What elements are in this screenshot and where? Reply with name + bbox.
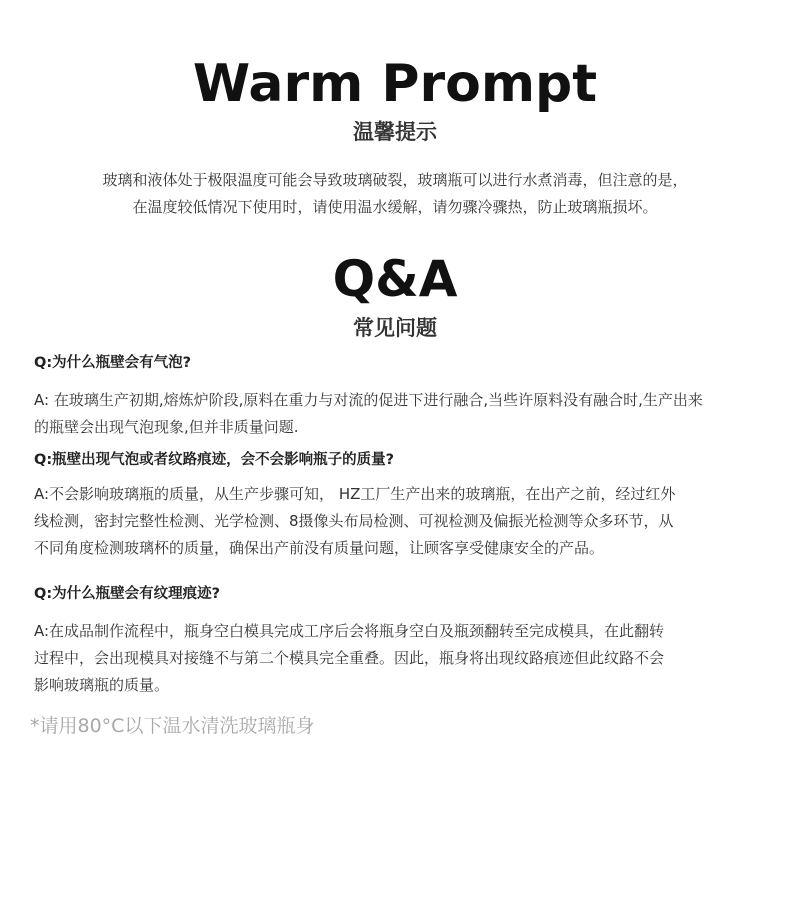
answer-line: A:不会影响玻璃瓶的质量，从生产步骤可知， HZ工厂生产出来的玻璃瓶，在出产之前，经过红外 [34,485,676,503]
answer-line: A: 在玻璃生产初期,熔炼炉阶段,原料在重力与对流的促进下进行融合,当些许原料没有融合时,生产出来 [34,391,703,409]
answer-line: 影响玻璃瓶的质量。 [34,676,170,694]
answer-line: A:在成品制作流程中，瓶身空白模具完成工序后会将瓶身空白及瓶颈翻转至完成模具，在此翻转 [34,622,665,640]
answer-line: 的瓶壁会出现气泡现象,但并非质量问题. [34,418,299,436]
faq-question-quality: Q:瓶壁出现气泡或者纹路痕迹，会不会影响瓶子的质量? [34,452,395,468]
washing-temperature-note: *请用80°C以下温水清洗玻璃瓶身 [30,715,315,737]
warm-prompt-title: Warm Prompt [192,54,598,114]
faq-question-texture: Q:为什么瓶壁会有纹理痕迹? [34,586,221,602]
faq-answer-bubbles [34,387,774,441]
warm-prompt-text-line: 在温度较低情况下使用时，请使用温水缓解，请勿骤冷骤热，防止玻璃瓶损坏。 [132,198,658,216]
faq-answer-quality [34,481,774,562]
answer-line: 过程中，会出现模具对接缝不与第二个模具完全重叠。因此，瓶身将出现纹路痕迹但此纹路不会 [34,649,665,667]
faq-answer-texture [34,618,774,699]
qa-subtitle: 常见问题 [353,316,437,340]
answer-line: 不同角度检测玻璃杯的质量，确保出产前没有质量问题，让顾客享受健康安全的产品。 [34,539,605,557]
warm-prompt-subtitle: 温馨提示 [353,120,437,144]
answer-line: 线检测，密封完整性检测、光学检测、8摄像头布局检测、可视检测及偏振光检测等众多环节，从 [34,512,674,530]
warm-prompt-text-line: 玻璃和液体处于极限温度可能会导致玻璃破裂，玻璃瓶可以进行水煮消毒，但注意的是， [102,171,688,189]
faq-question-bubbles: Q:为什么瓶壁会有气泡? [34,355,192,371]
qa-title: Q&A [332,250,458,308]
